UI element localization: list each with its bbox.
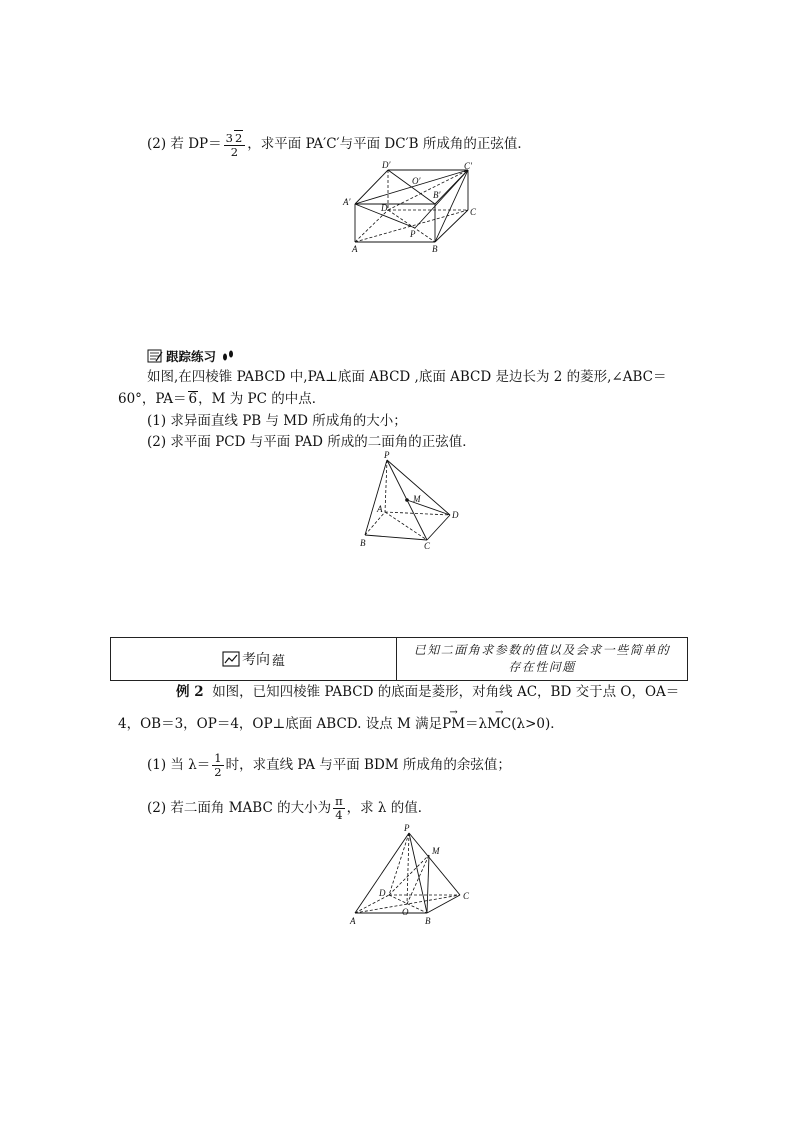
fig2-label-C: C: [424, 541, 431, 551]
sqrt-6: 6: [188, 391, 198, 407]
fig3-label-A: A: [350, 916, 356, 926]
example2-line1: 例 2 如图，已知四棱锥 PABCD 的底面是菱形，对角线 AC，BD 交于点 O，OA＝: [176, 684, 680, 700]
topic-table-right: 已知二面角求参数的值以及会求一些简单的 存在性问题: [413, 643, 671, 674]
fig1-label-B: B: [432, 244, 438, 254]
topic-table: [110, 637, 688, 681]
fig2-label-M: M: [413, 494, 421, 504]
practice-line1: 如图,在四棱锥 PABCD 中,PA⊥底面 ABCD ,底面 ABCD 是边长为 2 的菱形,∠ABC＝: [147, 369, 667, 385]
fig2-label-A: A: [377, 504, 383, 514]
question-2: [147, 130, 531, 159]
figure-pyramid-1: [355, 450, 470, 555]
fig3-label-O: O: [402, 907, 409, 917]
fig1-label-A: A: [352, 244, 358, 254]
example2-item1: (1) 当 λ＝ $\frac{1}{2}$ 时，求直线 PA 与平面 BDM 所成角的余弦值；: [147, 751, 511, 779]
frac-half: $\frac{1}{2}$: [214, 751, 222, 779]
fig1-label-Ap: A′: [343, 197, 351, 207]
fig1-label-Dp: D′: [382, 160, 391, 170]
vector-MC: → MC: [487, 713, 511, 735]
fig1-label-D: D: [381, 203, 388, 213]
q2-suffix: ，求平面 PA′C′与平面 DC′B 所成角的正弦值．: [247, 136, 531, 152]
fig3-label-C: C: [463, 891, 470, 901]
figure-prism: [340, 160, 490, 260]
practice-heading-text: 跟踪练习: [166, 349, 217, 364]
fig3-label-P: P: [404, 823, 410, 833]
example2-line2: 4，OB＝3，OP＝4，OP⊥底面 ABCD. 设点 M 满足→ PM＝λ→ MC(λ>0)．: [118, 713, 564, 735]
fig1-label-Cp: C′: [464, 161, 472, 171]
practice-item1: (1) 求异面直线 PB 与 MD 所成角的大小；: [147, 413, 407, 429]
vector-PM: → PM: [442, 713, 465, 735]
fig3-label-D: D: [379, 888, 386, 898]
example2-item2: (2) 若二面角 MABC 的大小为 $\frac{\pi}{4}$ ，求 λ 的值．: [147, 794, 432, 822]
fig2-label-B: B: [360, 538, 366, 548]
practice-heading: [147, 347, 235, 365]
q2-fraction: $\frac{3 2}{2}$: [224, 130, 246, 159]
example2-label: 例 2: [176, 684, 204, 700]
q2-prefix: (2) 若 DP＝: [147, 136, 222, 152]
fig1-label-Bp: B′: [433, 190, 441, 200]
practice-item2: (2) 求平面 PCD 与平面 PAD 所成的二面角的正弦值．: [147, 434, 476, 450]
fig3-label-B: B: [425, 916, 431, 926]
notebook-icon: [147, 349, 163, 363]
fig2-label-P: P: [384, 450, 390, 460]
topic-table-left: 考向 蕴: [111, 638, 397, 680]
footprints-icon: [221, 349, 235, 363]
practice-line2: 60°，PA＝ 6，M 为 PC 的中点．: [118, 391, 326, 407]
fig1-label-Op: O′: [412, 176, 421, 186]
fig1-label-P: P: [410, 229, 416, 239]
fig2-label-D: D: [452, 510, 459, 520]
trend-chart-icon: [222, 651, 240, 667]
fig1-label-C: C: [470, 207, 477, 217]
frac-pi-4: $\frac{\pi}{4}$: [335, 794, 343, 822]
figure-pyramid-2: [345, 823, 480, 931]
fig3-label-M: M: [432, 846, 440, 856]
